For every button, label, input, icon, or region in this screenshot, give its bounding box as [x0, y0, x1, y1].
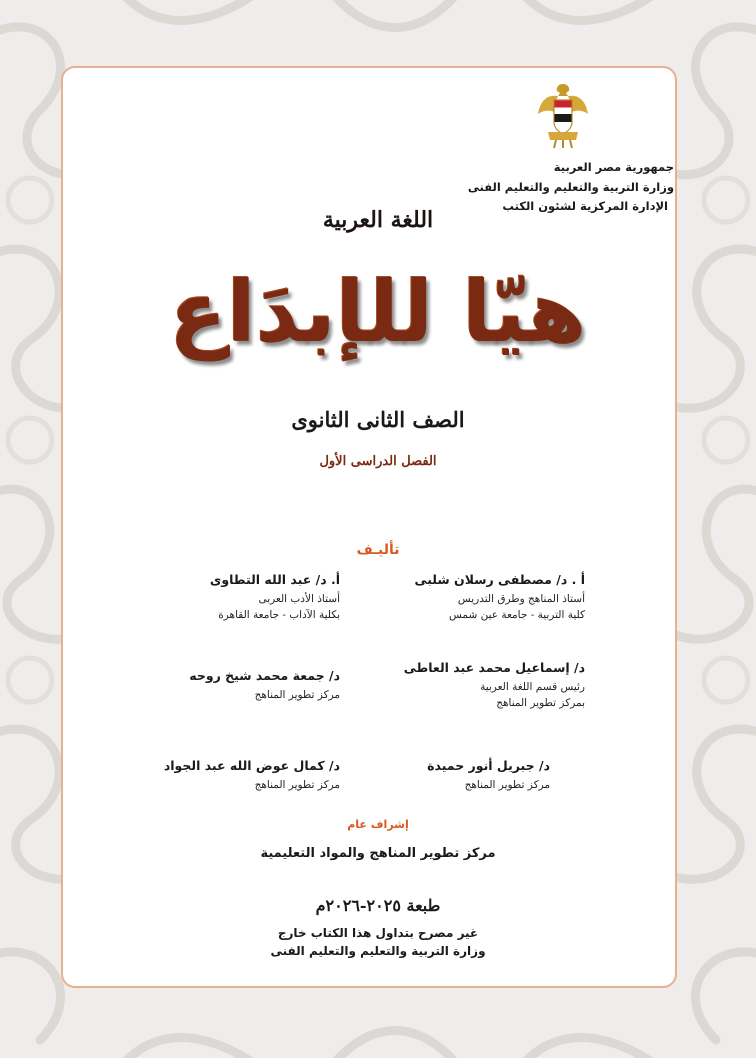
book-title: هيّا للإبدَاع [169, 263, 587, 361]
author-name: د/ جبريل أنور حميدة [427, 758, 550, 773]
author-block [404, 660, 585, 709]
author-block [415, 572, 585, 621]
author-name: أ. د/ عبد الله التطاوى [209, 572, 340, 587]
edition-year: طبعة ٢٠٢٥-٢٠٢٦م [315, 896, 441, 915]
author-affiliation: كلية التربية - جامعة عين شمس [449, 609, 585, 621]
supervision-label: إشراف عام [347, 818, 409, 831]
author-affiliation: مركز تطوير المناهج [464, 779, 550, 791]
author-title: أستاذ المناهج وطرق التدريس [457, 593, 585, 605]
author-name: د/ جمعة محمد شيخ روحه [189, 668, 340, 683]
ministry-name: وزارة التربية والتعليم والتعليم الفنى [467, 180, 674, 194]
authorship-label: تأليـف [356, 542, 400, 558]
author-title: رئيس قسم اللغة العربية [480, 681, 585, 693]
author-title: أستاذ الأدب العربى [258, 593, 340, 605]
author-name: أ . د/ مصطفى رسلان شلبى [414, 572, 585, 587]
subject-heading: اللغة العربية [322, 207, 434, 233]
supervision-body: مركز تطوير المناهج والمواد التعليمية [260, 846, 496, 861]
author-affiliation: مركز تطوير المناهج [254, 689, 340, 701]
author-affiliation: بكلية الآداب - جامعة القاهرة [218, 609, 340, 621]
egypt-eagle-emblem-icon [536, 78, 590, 150]
author-name: د/ كمال عوض الله عبد الجواد [163, 758, 340, 773]
department-name: الإدارة المركزية لشئون الكتب [502, 199, 668, 213]
author-affiliation: مركز تطوير المناهج [254, 779, 340, 791]
author-block [210, 572, 340, 621]
author-name: د/ إسماعيل محمد عبد العاطى [403, 660, 585, 675]
author-affiliation: بمركز تطوير المناهج [496, 697, 585, 709]
author-block [427, 758, 550, 791]
grade-heading: الصف الثانى الثانوى [291, 407, 465, 432]
author-block [164, 758, 340, 791]
distribution-notice: غير مصرح بتداول هذا الكتاب خارج [277, 926, 479, 940]
republic-name: جمهورية مصر العربية [553, 160, 674, 174]
term-heading: الفصل الدراسى الأول [319, 454, 437, 469]
distribution-notice-ministry: وزارة التربية والتعليم والتعليم الفنى [270, 944, 486, 958]
author-block [189, 668, 340, 701]
